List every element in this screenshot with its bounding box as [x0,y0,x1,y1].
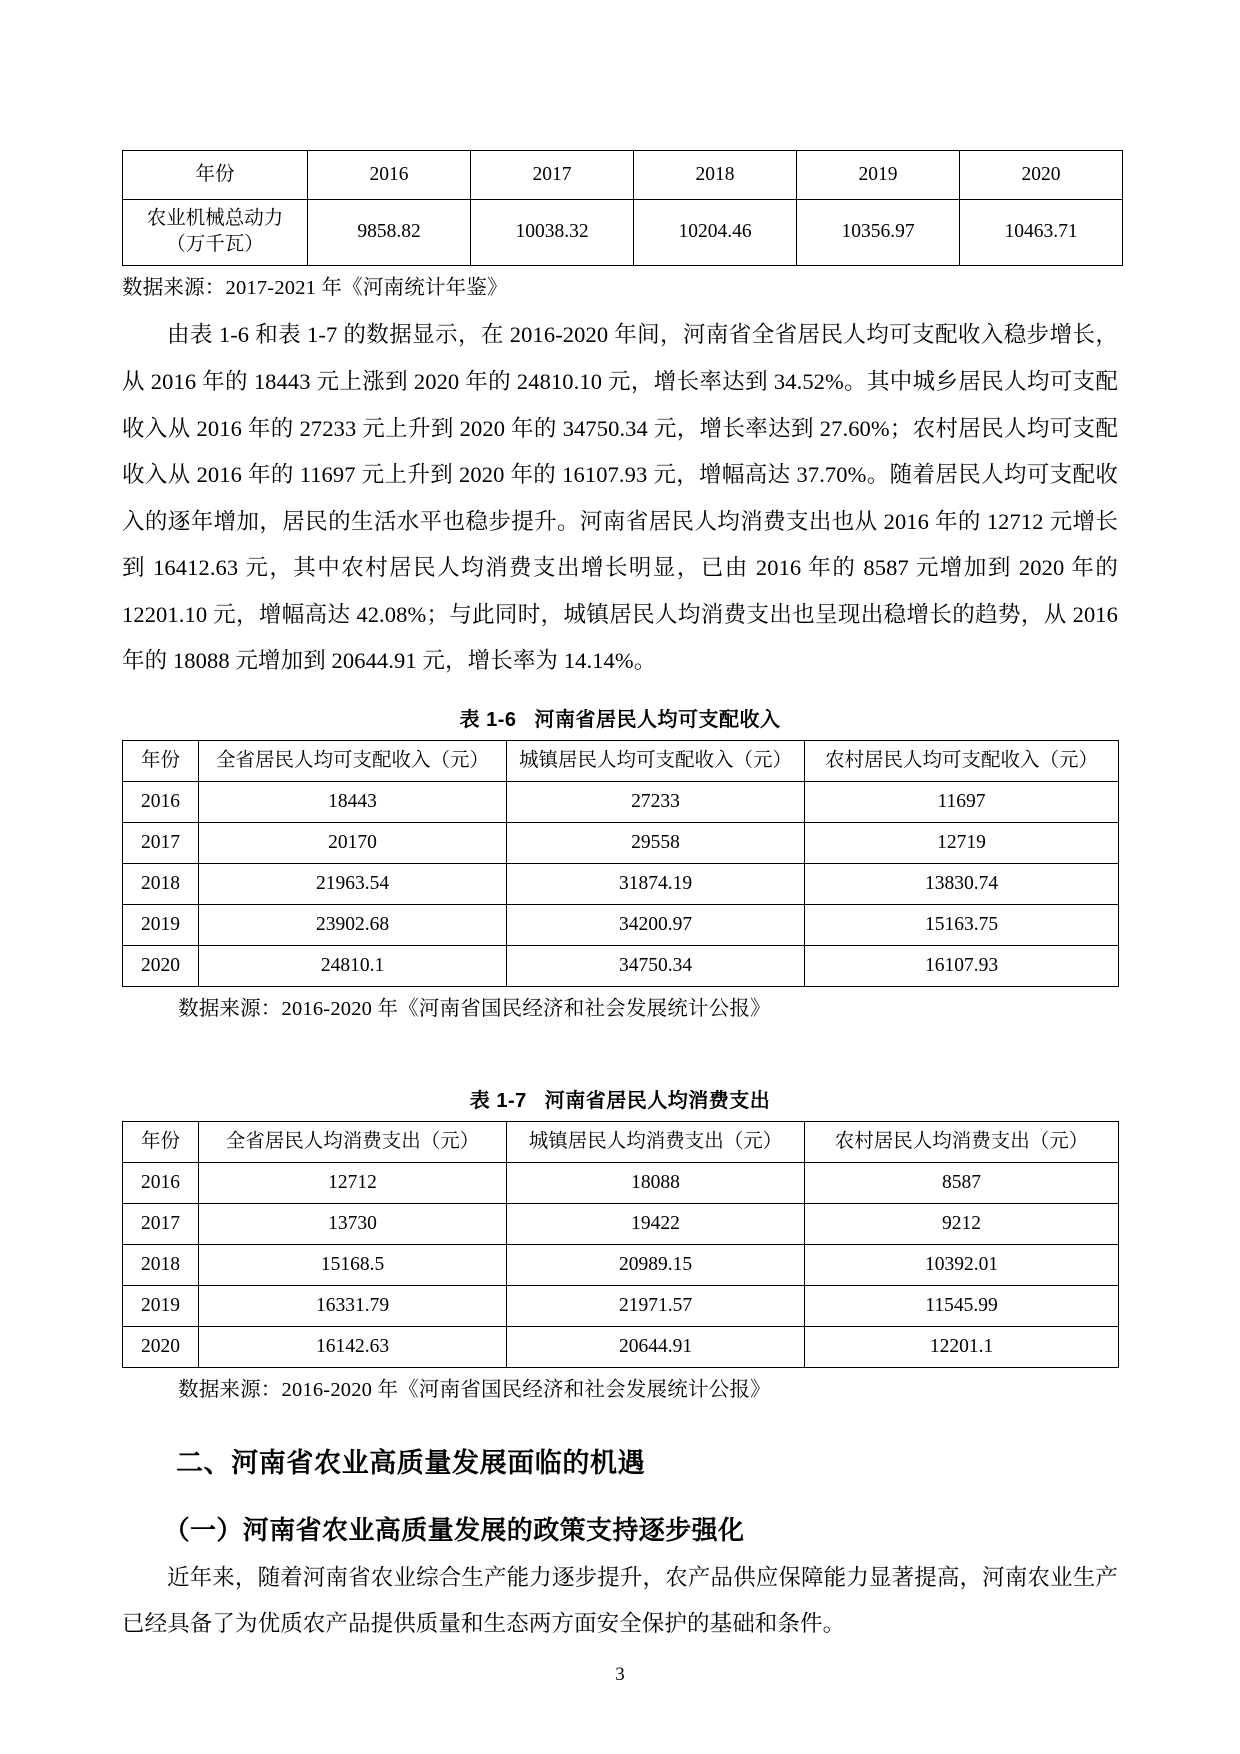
table-row [123,1285,1119,1326]
expenditure-cell-province: 13730 [199,1203,507,1244]
income-header-year: 年份 [123,740,199,781]
table-row [123,1162,1119,1203]
expenditure-cell-urban: 19422 [507,1203,805,1244]
income-cell-urban: 34200.97 [507,904,805,945]
table-row [123,1244,1119,1285]
machinery-row-label [123,200,308,266]
closing-paragraph: 近年来，随着河南省农业综合生产能力逐步提升，农产品供应保障能力显著提高，河南农业生产已经具备了为优质农产品提供质量和生态两方面安全保护的基础和条件。 [122,1564,1118,1637]
machinery-value-2019: 10356.97 [797,200,960,266]
income-caption-number: 表 1-6 [459,708,517,731]
expenditure-cell-year: 2016 [123,1162,199,1203]
income-header-province: 全省居民人均可支配收入（元） [199,740,507,781]
income-cell-urban: 29558 [507,822,805,863]
expenditure-cell-urban: 18088 [507,1162,805,1203]
expenditure-cell-year: 2020 [123,1326,199,1367]
main-paragraph: 由表 1-6 和表 1-7 的数据显示，在 2016-2020 年间，河南省全省居民人均可支配收入稳步增长，从 2016 年的 18443 元上涨到 2020 年的 24810.10 元，增长率达到 34.52%。其中城乡居民人均可支配收入从 2016 年的 27233 元上升到 2020 年的 34750.34 元，增长率达到 27.60%；农村居民人均可支配收入从 2016 年的 11697 元上升到 2020 年的 16107.93 元，增幅高达 37.70%。随着居民人均可支配收入的逐年增加，居民的生活水平也稳步提升。河南省居民人均消费支出也从 2016 年的 12712 元增长到 16412.63 元，其中农村居民人均消费支出增长明显，已由 2016 年的 8587 元增加到 2020 年的 12201.10 元，增幅高达 42.08%；与此同时，城镇居民人均消费支出也呈现出稳增长的趋势，从 2016 年的 18088 元增加到 20644.91 元，增长率为 14.14%。 [122,322,1118,674]
expenditure-cell-year: 2018 [123,1244,199,1285]
income-cell-rural: 15163.75 [805,904,1119,945]
machinery-header-year: 年份 [123,151,308,200]
machinery-value-2018: 10204.46 [634,200,797,266]
expenditure-header-rural: 农村居民人均消费支出（元） [805,1121,1119,1162]
expenditure-cell-province: 16142.63 [199,1326,507,1367]
income-cell-province: 23902.68 [199,904,507,945]
expenditure-cell-rural: 11545.99 [805,1285,1119,1326]
machinery-header-2019: 2019 [797,151,960,200]
page-number: 3 [615,1664,625,1685]
income-cell-year: 2017 [123,822,199,863]
income-cell-rural: 12719 [805,822,1119,863]
machinery-row-label-line1: 农业机械总动力 [146,208,284,229]
expenditure-cell-province: 15168.5 [199,1244,507,1285]
income-cell-rural: 11697 [805,781,1119,822]
expenditure-table-source: 数据来源：2016-2020 年《河南省国民经济和社会发展统计公报》 [178,1378,771,1401]
machinery-header-2018: 2018 [634,151,797,200]
income-table-source: 数据来源：2016-2020 年《河南省国民经济和社会发展统计公报》 [178,997,771,1020]
table-row [123,863,1119,904]
income-header-urban: 城镇居民人均可支配收入（元） [507,740,805,781]
machinery-header-2016: 2016 [308,151,471,200]
subsection-heading: （一）河南省农业高质量发展的政策支持逐步强化 [163,1514,745,1545]
expenditure-cell-urban: 20989.15 [507,1244,805,1285]
table-row [123,1203,1119,1244]
expenditure-caption-title: 河南省居民人均消费支出 [544,1089,771,1112]
income-cell-year: 2018 [123,863,199,904]
income-cell-year: 2016 [123,781,199,822]
income-table [122,740,1119,987]
machinery-value-2020: 10463.71 [960,200,1123,266]
income-cell-urban: 27233 [507,781,805,822]
income-cell-province: 18443 [199,781,507,822]
income-cell-rural: 13830.74 [805,863,1119,904]
machinery-value-2016: 9858.82 [308,200,471,266]
expenditure-cell-rural: 8587 [805,1162,1119,1203]
agricultural-machinery-power-table [122,150,1123,266]
income-cell-province: 24810.1 [199,945,507,986]
expenditure-cell-province: 16331.79 [199,1285,507,1326]
expenditure-table [122,1121,1119,1368]
machinery-value-2017: 10038.32 [471,200,634,266]
expenditure-cell-urban: 20644.91 [507,1326,805,1367]
income-cell-year: 2019 [123,904,199,945]
income-caption-title: 河南省居民人均可支配收入 [534,708,781,731]
expenditure-cell-rural: 9212 [805,1203,1119,1244]
expenditure-cell-province: 12712 [199,1162,507,1203]
income-cell-rural: 16107.93 [805,945,1119,986]
table-row [123,151,1123,200]
machinery-header-2017: 2017 [471,151,634,200]
table-row [123,1326,1119,1367]
section-heading: 二、河南省农业高质量发展面临的机遇 [176,1447,646,1478]
income-cell-province: 21963.54 [199,863,507,904]
table-header-row [123,1121,1119,1162]
income-cell-urban: 34750.34 [507,945,805,986]
machinery-table-source: 数据来源：2017-2021 年《河南统计年鉴》 [122,276,508,299]
expenditure-cell-urban: 21971.57 [507,1285,805,1326]
income-header-rural: 农村居民人均可支配收入（元） [805,740,1119,781]
expenditure-header-province: 全省居民人均消费支出（元） [199,1121,507,1162]
income-table-caption [122,703,1118,732]
table-header-row [123,740,1119,781]
expenditure-header-year: 年份 [123,1121,199,1162]
expenditure-cell-rural: 10392.01 [805,1244,1119,1285]
income-cell-year: 2020 [123,945,199,986]
table-row [123,822,1119,863]
machinery-header-2020: 2020 [960,151,1123,200]
table-row [123,904,1119,945]
income-cell-urban: 31874.19 [507,863,805,904]
expenditure-cell-year: 2017 [123,1203,199,1244]
expenditure-caption-number: 表 1-7 [469,1089,527,1112]
expenditure-header-urban: 城镇居民人均消费支出（元） [507,1121,805,1162]
table-row [123,200,1123,266]
expenditure-table-caption [122,1084,1118,1113]
machinery-row-label-line2: （万千瓦） [166,234,264,256]
expenditure-cell-rural: 12201.1 [805,1326,1119,1367]
income-cell-province: 20170 [199,822,507,863]
expenditure-cell-year: 2019 [123,1285,199,1326]
table-row [123,781,1119,822]
table-row [123,945,1119,986]
